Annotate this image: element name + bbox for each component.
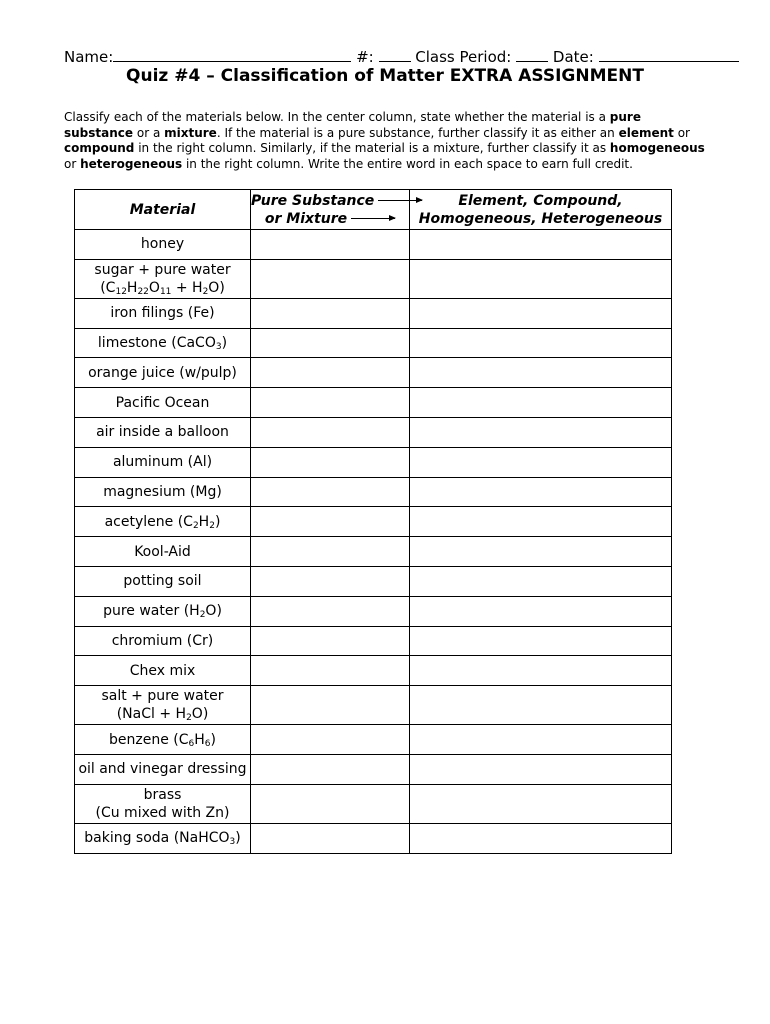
instructions: Classify each of the materials below. In the center column, state whether the material is a pure substance or a mixture. If the material is a pure substance, further classify it as either an element or compound in the right column. Similarly, if the material is a mixture, further classify it as homogeneous or heterogeneous in the right column. Write the entire word in each space to earn full credit. (64, 110, 705, 171)
classification-answer-cell[interactable] (410, 388, 672, 418)
header-line (64, 47, 724, 66)
classification-answer-cell[interactable] (410, 784, 672, 823)
material-cell: salt + pure water (NaCl + $H_2O$) (75, 686, 251, 725)
table-row (75, 358, 672, 388)
material-cell: Pacific Ocean (75, 388, 251, 418)
date-label: Date: (552, 48, 594, 66)
number-label: #: (356, 48, 374, 66)
class-period-label: Class Period: (415, 48, 512, 66)
material-cell: acetylene $(C_2H_2)$ (75, 507, 251, 537)
pure-or-mixture-answer-cell[interactable] (251, 358, 410, 388)
table-row (75, 447, 672, 477)
name-label: Name: (64, 48, 114, 66)
pure-or-mixture-answer-cell[interactable] (251, 725, 410, 755)
table-row (75, 230, 672, 260)
classification-answer-cell[interactable] (410, 596, 672, 626)
material-cell: Chex mix (75, 656, 251, 686)
material-cell: magnesium (Mg) (75, 477, 251, 507)
table-row (75, 259, 672, 298)
material-cell: potting soil (75, 566, 251, 596)
material-cell: oil and vinegar dressing (75, 754, 251, 784)
pure-or-mixture-answer-cell[interactable] (251, 477, 410, 507)
classification-answer-cell[interactable] (410, 259, 672, 298)
material-header: Material (75, 190, 251, 230)
date-field[interactable] (599, 47, 739, 62)
pure-or-mixture-answer-cell[interactable] (251, 537, 410, 567)
classification-answer-cell[interactable] (410, 298, 672, 328)
classification-answer-cell[interactable] (410, 626, 672, 656)
material-cell: pure water $(H_2O)$ (75, 596, 251, 626)
material-cell: iron filings (Fe) (75, 298, 251, 328)
material-cell: baking soda (NaHCO$_3$) (75, 823, 251, 853)
table-row (75, 507, 672, 537)
table-row (75, 596, 672, 626)
arrow-right-icon (378, 200, 422, 201)
pure-or-mixture-answer-cell[interactable] (251, 566, 410, 596)
classification-answer-cell[interactable] (410, 417, 672, 447)
pure-or-mixture-answer-cell[interactable] (251, 388, 410, 418)
pure-or-mixture-answer-cell[interactable] (251, 328, 410, 358)
classification-answer-cell[interactable] (410, 823, 672, 853)
material-cell: brass (Cu mixed with Zn) (75, 784, 251, 823)
pure-or-mixture-answer-cell[interactable] (251, 447, 410, 477)
classification-table (74, 189, 672, 854)
table-row (75, 388, 672, 418)
material-cell: chromium (Cr) (75, 626, 251, 656)
pure-or-mixture-answer-cell[interactable] (251, 626, 410, 656)
table-row (75, 417, 672, 447)
table-row (75, 784, 672, 823)
classification-answer-cell[interactable] (410, 725, 672, 755)
pure-or-mixture-answer-cell[interactable] (251, 784, 410, 823)
pure-or-mixture-answer-cell[interactable] (251, 596, 410, 626)
table-row (75, 686, 672, 725)
table-row (75, 477, 672, 507)
pure-or-mixture-answer-cell[interactable] (251, 417, 410, 447)
arrow-right-icon (351, 218, 395, 219)
classification-answer-cell[interactable] (410, 328, 672, 358)
material-cell: orange juice (w/pulp) (75, 358, 251, 388)
classification-answer-cell[interactable] (410, 477, 672, 507)
table-row (75, 656, 672, 686)
material-cell: benzene $(C_6H_6)$ (75, 725, 251, 755)
classification-answer-cell[interactable] (410, 656, 672, 686)
material-cell: honey (75, 230, 251, 260)
table-row (75, 626, 672, 656)
classification-answer-cell[interactable] (410, 566, 672, 596)
class-period-field[interactable] (516, 47, 548, 62)
material-cell: air inside a balloon (75, 417, 251, 447)
table-row (75, 823, 672, 853)
pure-or-mixture-answer-cell[interactable] (251, 507, 410, 537)
classification-answer-cell[interactable] (410, 754, 672, 784)
table-row (75, 537, 672, 567)
material-cell: sugar + pure water $(C_{12}H_{22}O_{11} + H_2O)$ (75, 259, 251, 298)
classification-header: Element, Compound, Homogeneous, Heterogeneous (410, 190, 672, 230)
page-title: Quiz #4 – Classification of Matter EXTRA ASSIGNMENT (126, 66, 644, 86)
classification-answer-cell[interactable] (410, 537, 672, 567)
classification-answer-cell[interactable] (410, 230, 672, 260)
classification-answer-cell[interactable] (410, 507, 672, 537)
name-field[interactable] (113, 47, 351, 62)
pure-or-mixture-header: Pure Substance or Mixture (251, 190, 410, 230)
table-row (75, 725, 672, 755)
material-cell: limestone (CaCO$_3$) (75, 328, 251, 358)
table-row (75, 328, 672, 358)
material-cell: Kool-Aid (75, 537, 251, 567)
pure-or-mixture-answer-cell[interactable] (251, 656, 410, 686)
pure-or-mixture-answer-cell[interactable] (251, 230, 410, 260)
table-row (75, 298, 672, 328)
pure-or-mixture-answer-cell[interactable] (251, 298, 410, 328)
pure-or-mixture-answer-cell[interactable] (251, 259, 410, 298)
classification-answer-cell[interactable] (410, 358, 672, 388)
table-row (75, 754, 672, 784)
classification-answer-cell[interactable] (410, 686, 672, 725)
pure-or-mixture-answer-cell[interactable] (251, 754, 410, 784)
table-row (75, 566, 672, 596)
material-cell: aluminum (Al) (75, 447, 251, 477)
table-header-row (75, 190, 672, 230)
table-body (75, 230, 672, 854)
number-field[interactable] (379, 47, 411, 62)
pure-or-mixture-answer-cell[interactable] (251, 686, 410, 725)
classification-answer-cell[interactable] (410, 447, 672, 477)
pure-or-mixture-answer-cell[interactable] (251, 823, 410, 853)
